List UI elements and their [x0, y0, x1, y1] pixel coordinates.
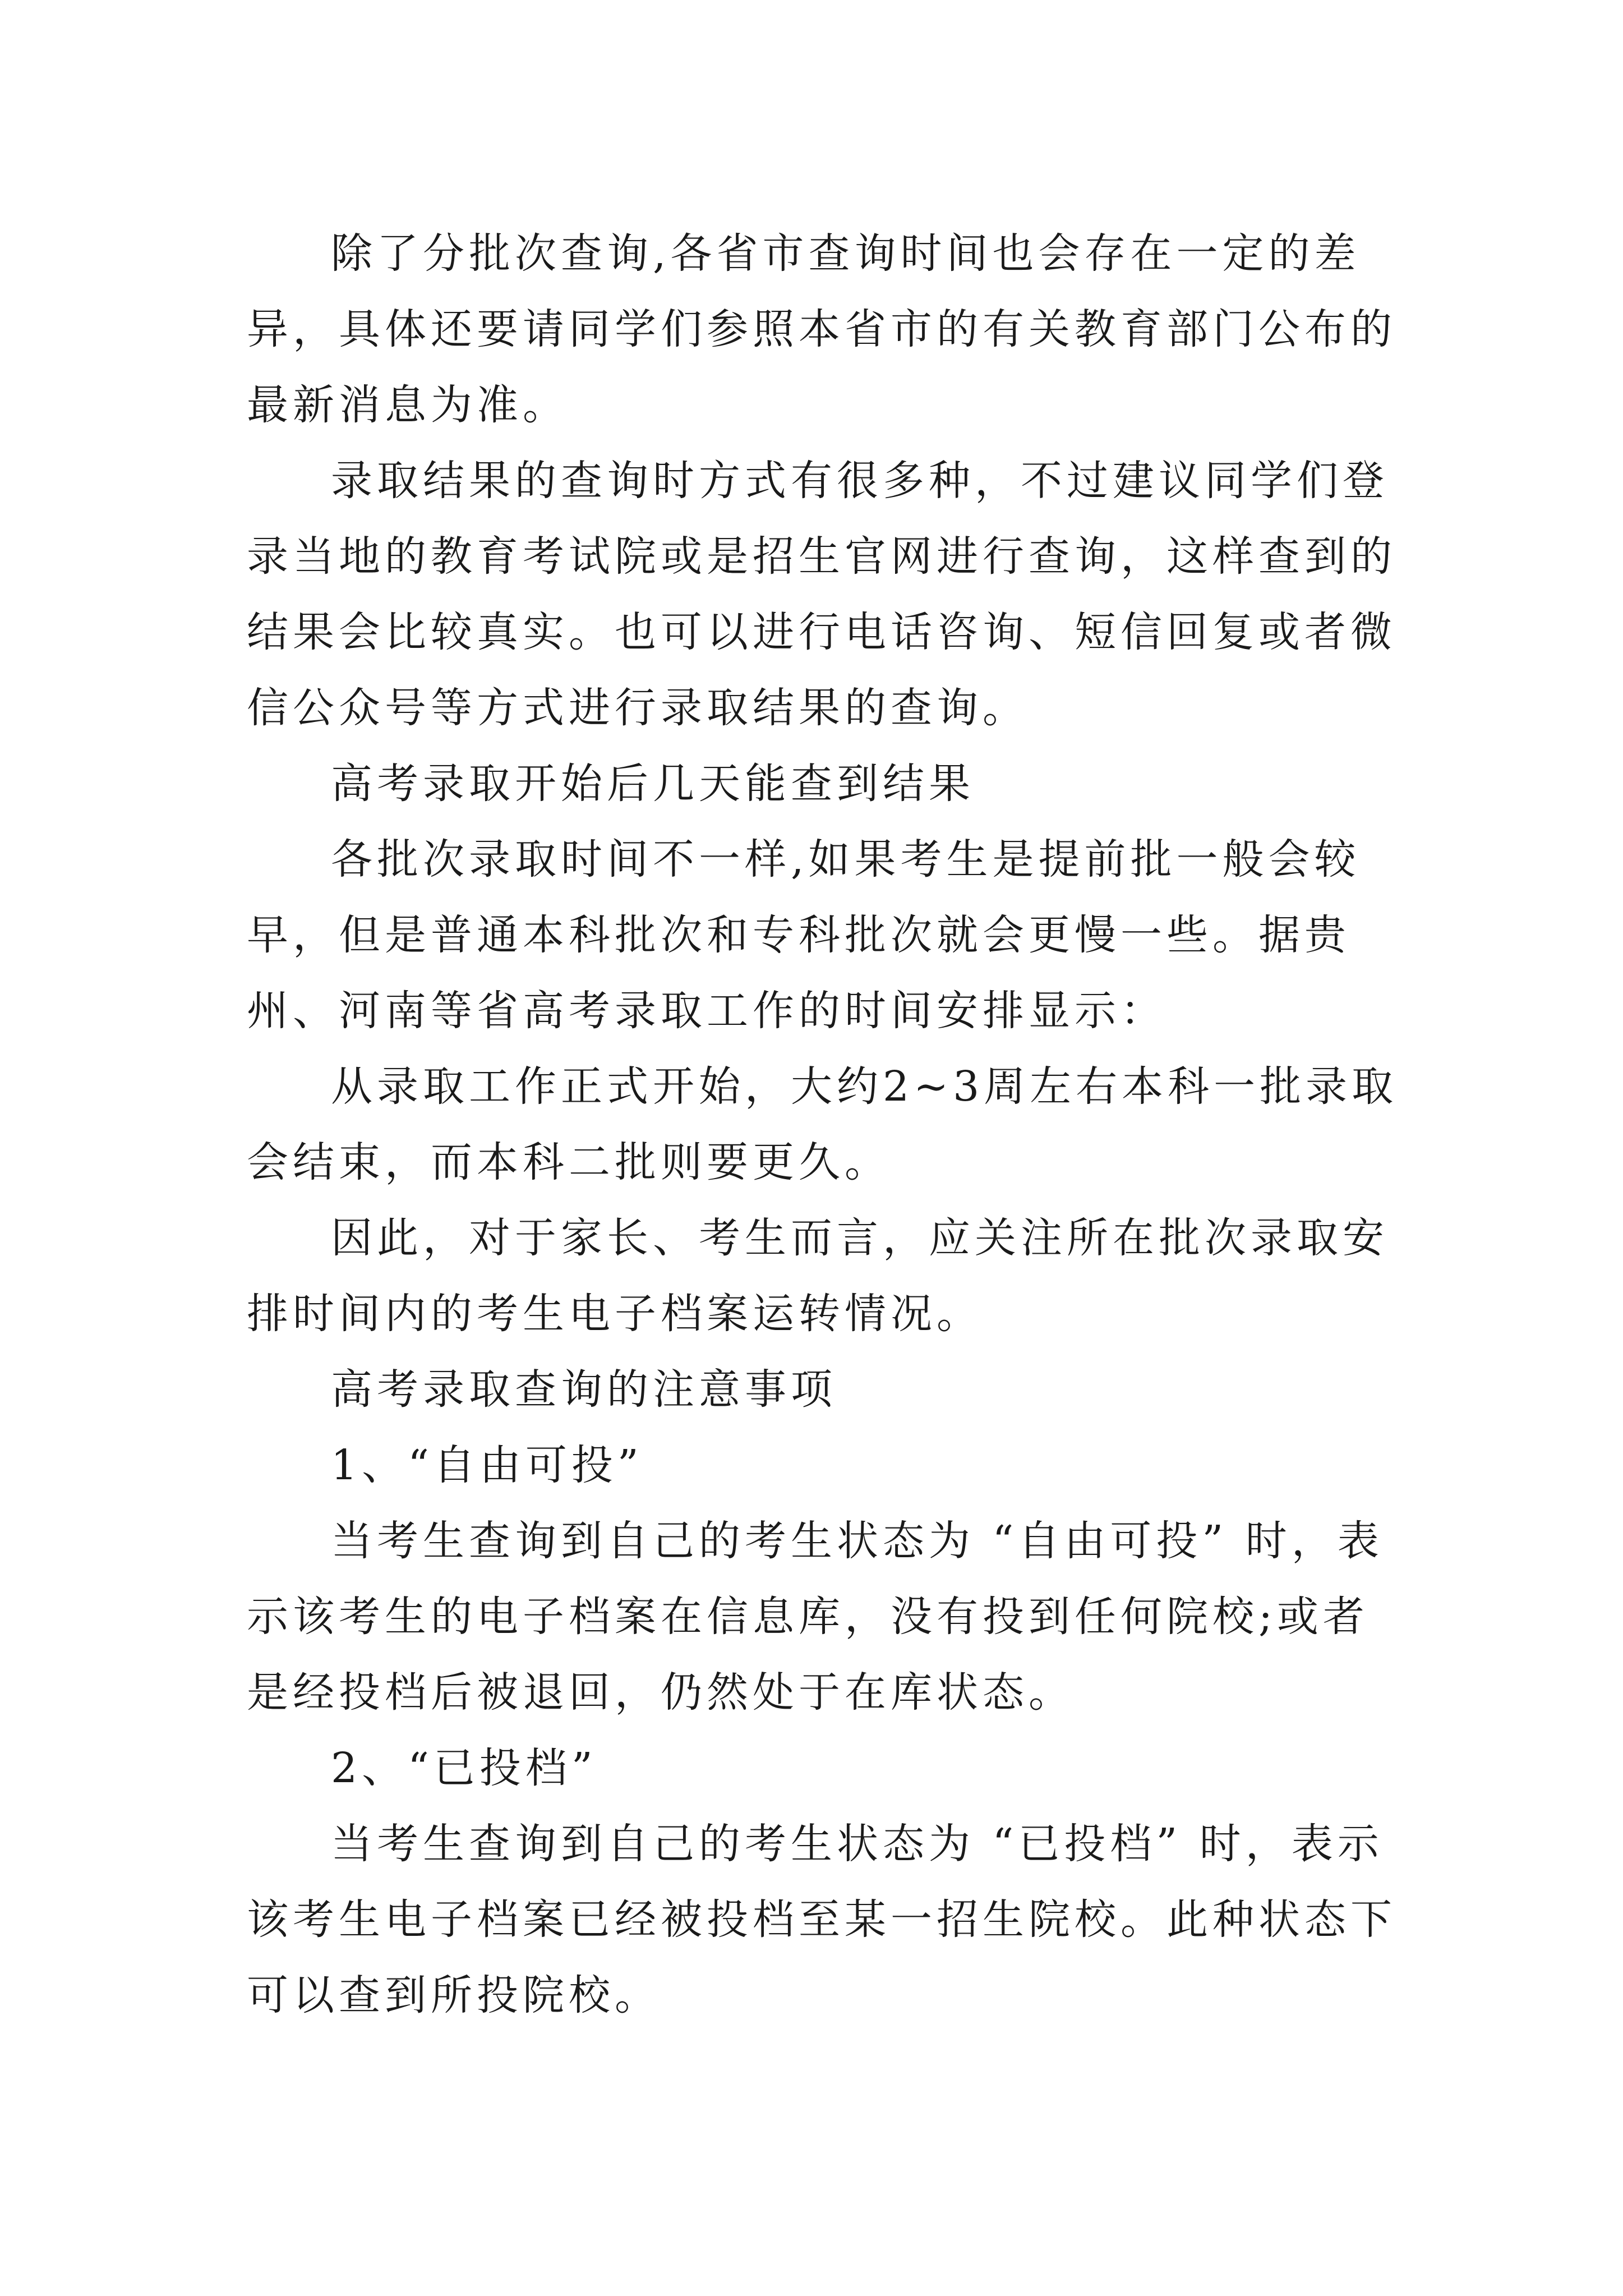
heading-status-submitted: 2、“已投档” — [331, 1744, 597, 1792]
paragraph-status-free: 当考生查询到自己的考生状态为 “自由可投” 时，表示该考生的电子档案在信息库，没有投到任何院校;或者是经投档后被退回，仍然处于在库状态。 — [247, 1517, 1384, 1717]
document-body — [247, 216, 1402, 2033]
heading-query-notes: 高考录取查询的注意事项 — [331, 1365, 837, 1414]
heading-status-free: 1、“自由可投” — [331, 1441, 643, 1489]
paragraph-batch-timing: 各批次录取时间不一样,如果考生是提前批一般会较早，但是普通本科批次和专科批次就会更慢一些。据贵州、河南等省高考录取工作的时间安排显示： — [247, 835, 1361, 1035]
paragraph-status-submitted: 当考生查询到自己的考生状态为 “已投档” 时，表示该考生电子档案已经被投档至某一招生院校。此种状态下可以查到所投院校。 — [247, 1820, 1396, 2019]
heading-days-to-result: 高考录取开始后几天能查到结果 — [331, 760, 975, 808]
paragraph-weeks-estimate: 从录取工作正式开始，大约2~3周左右本科一批录取会结束，而本科二批则要更久。 — [247, 1062, 1398, 1186]
paragraph-query-methods: 录取结果的查询时方式有很多种，不过建议同学们登录当地的教育考试院或是招生官网进行查询，这样查到的结果会比较真实。也可以进行电话咨询、短信回复或者微信公众号等方式进行录取结果的查询。 — [247, 457, 1396, 732]
paragraph-query-time-difference: 除了分批次查询,各省市查询时间也会存在一定的差异，具体还要请同学们参照本省市的有关教育部门公布的最新消息为准。 — [247, 229, 1396, 429]
paragraph-parent-advice: 因此，对于家长、考生而言，应关注所在批次录取安排时间内的考生电子档案运转情况。 — [247, 1214, 1389, 1338]
